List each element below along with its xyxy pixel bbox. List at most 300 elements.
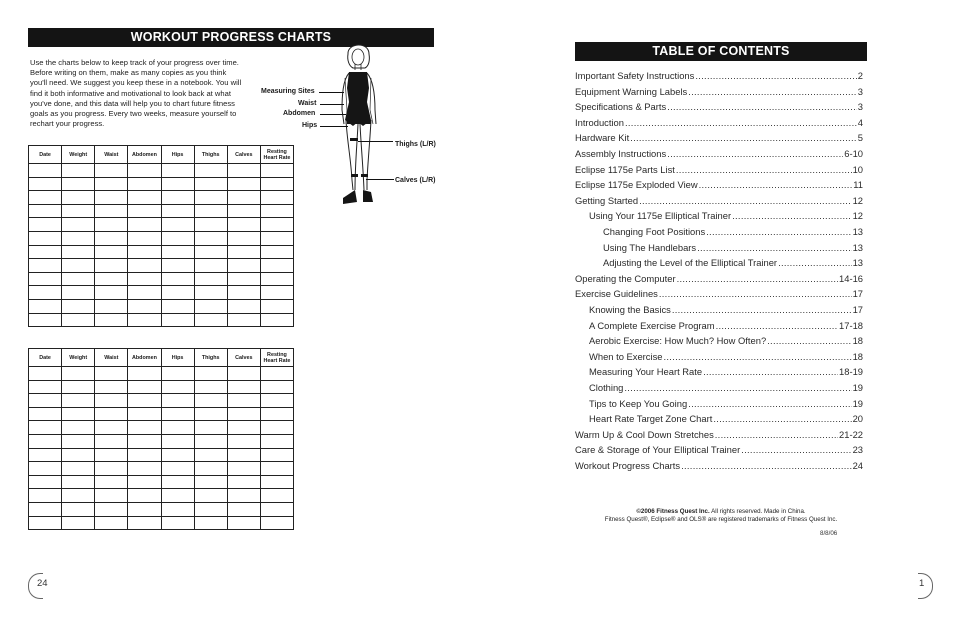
chart-cell[interactable] (227, 313, 260, 327)
toc-entry[interactable] (589, 320, 863, 331)
chart-cell[interactable] (128, 177, 161, 191)
chart-cell[interactable] (128, 489, 161, 503)
chart-cell[interactable] (128, 421, 161, 435)
chart-cell[interactable] (260, 380, 293, 394)
toc-entry-page: 14-16 (839, 272, 863, 284)
chart-cell[interactable] (29, 380, 62, 394)
chart-cell[interactable] (260, 299, 293, 313)
progress-chart-2 (28, 348, 294, 530)
chart-cell[interactable] (95, 448, 128, 462)
chart-cell[interactable] (95, 462, 128, 476)
chart-cell[interactable] (128, 313, 161, 327)
column-header: Calves (227, 349, 260, 367)
toc-leader-dots (697, 242, 851, 253)
thighs-leader (358, 141, 393, 142)
chart-cell[interactable] (260, 489, 293, 503)
chart-row (29, 448, 294, 462)
chart-cell[interactable] (29, 421, 62, 435)
chart-cell[interactable] (128, 475, 161, 489)
chart-cell[interactable] (227, 434, 260, 448)
chart-cell[interactable] (161, 231, 194, 245)
hips-leader (320, 126, 348, 127)
toc-entry-title: Using The Handlebars (603, 241, 697, 253)
chart-row (29, 218, 294, 232)
toc-leader-dots (630, 132, 857, 143)
chart-cell[interactable] (260, 204, 293, 218)
toc-entry-page: 24 (852, 460, 863, 471)
chart-cell[interactable] (194, 421, 227, 435)
chart-cell[interactable] (227, 231, 260, 245)
chart-cell[interactable] (128, 434, 161, 448)
chart-cell[interactable] (29, 313, 62, 327)
column-header: Abdomen (128, 349, 161, 367)
chart-cell[interactable] (128, 245, 161, 259)
chart-cell[interactable] (128, 380, 161, 394)
chart-cell[interactable] (194, 489, 227, 503)
chart-cell[interactable] (95, 489, 128, 503)
toc-entry[interactable] (575, 70, 863, 81)
chart-cell[interactable] (62, 407, 95, 421)
chart-cell[interactable] (128, 286, 161, 300)
chart-cell[interactable] (227, 475, 260, 489)
workout-progress-charts-header: WORKOUT PROGRESS CHARTS (28, 28, 434, 47)
chart-row (29, 286, 294, 300)
toc-entry[interactable] (589, 335, 863, 346)
chart-cell[interactable] (62, 502, 95, 516)
chart-cell[interactable] (194, 448, 227, 462)
toc-entry[interactable] (575, 195, 863, 206)
toc-entry-page: 19 (852, 397, 863, 409)
chart-cell[interactable] (128, 218, 161, 232)
toc-entry-page: 18-19 (839, 366, 863, 378)
chart-cell[interactable] (161, 313, 194, 327)
chart-cell[interactable] (194, 286, 227, 300)
toc-entry[interactable] (575, 101, 863, 112)
chart-cell[interactable] (161, 177, 194, 191)
chart-cell[interactable] (95, 475, 128, 489)
column-header: Calves (227, 146, 260, 164)
toc-entry[interactable] (589, 351, 863, 362)
waist-label: Waist (298, 100, 317, 107)
chart-cell[interactable] (29, 299, 62, 313)
chart-cell[interactable] (260, 502, 293, 516)
chart-cell[interactable] (194, 367, 227, 381)
toc-entry[interactable] (575, 117, 863, 128)
chart-cell[interactable] (194, 259, 227, 273)
chart-cell[interactable] (227, 272, 260, 286)
toc-entry-title: Workout Progress Charts (575, 460, 681, 471)
chart-cell[interactable] (260, 259, 293, 273)
chart-cell[interactable] (260, 245, 293, 259)
toc-entry-title: Exercise Guidelines (575, 288, 658, 300)
chart-row (29, 272, 294, 286)
chart-cell[interactable] (128, 164, 161, 178)
chart-cell[interactable] (62, 380, 95, 394)
chart-cell[interactable] (62, 299, 95, 313)
toc-entry[interactable] (575, 86, 863, 97)
chart-cell[interactable] (194, 380, 227, 394)
chart-cell[interactable] (260, 177, 293, 191)
toc-entry-title: Using Your 1175e Elliptical Trainer (589, 210, 732, 222)
chart-cell[interactable] (62, 462, 95, 476)
toc-entry[interactable] (589, 366, 863, 377)
toc-entry[interactable] (575, 288, 863, 299)
chart-cell[interactable] (95, 272, 128, 286)
chart-cell[interactable] (161, 516, 194, 530)
toc-entry-page: 3 (857, 85, 863, 97)
chart-cell[interactable] (95, 516, 128, 530)
chart-row (29, 489, 294, 503)
chart-cell[interactable] (62, 516, 95, 530)
chart-cell[interactable] (260, 407, 293, 421)
chart-cell[interactable] (260, 272, 293, 286)
chart-cell[interactable] (62, 434, 95, 448)
chart-cell[interactable] (194, 231, 227, 245)
toc-entry[interactable] (603, 242, 863, 253)
chart-cell[interactable] (194, 177, 227, 191)
column-header: Weight (62, 146, 95, 164)
chart-cell[interactable] (128, 462, 161, 476)
chart-cell[interactable] (161, 367, 194, 381)
chart-cell[interactable] (161, 407, 194, 421)
chart-cell[interactable] (95, 218, 128, 232)
toc-leader-dots (778, 257, 852, 268)
chart-cell[interactable] (62, 394, 95, 408)
chart-cell[interactable] (260, 191, 293, 205)
toc-entry-title: Tips to Keep You Going (589, 397, 688, 409)
chart-cell[interactable] (128, 259, 161, 273)
toc-entry-title: Operating the Computer (575, 272, 676, 284)
chart-cell[interactable] (62, 259, 95, 273)
chart-cell[interactable] (227, 245, 260, 259)
chart-cell[interactable] (161, 164, 194, 178)
chart-cell[interactable] (62, 272, 95, 286)
chart-cell[interactable] (227, 502, 260, 516)
chart-cell[interactable] (62, 475, 95, 489)
chart-cell[interactable] (95, 367, 128, 381)
toc-entry-title: Warm Up & Cool Down Stretches (575, 428, 714, 440)
chart-cell[interactable] (161, 259, 194, 273)
chart-cell[interactable] (29, 434, 62, 448)
chart-cell[interactable] (260, 475, 293, 489)
toc-entry-page: 19 (852, 382, 863, 393)
chart-cell[interactable] (29, 164, 62, 178)
chart-cell[interactable] (227, 299, 260, 313)
chart-row (29, 204, 294, 218)
chart-cell[interactable] (161, 299, 194, 313)
toc-entry[interactable] (575, 179, 863, 190)
table-of-contents-header: TABLE OF CONTENTS (575, 42, 867, 61)
chart-cell[interactable] (227, 421, 260, 435)
chart-cell[interactable] (62, 489, 95, 503)
chart-cell[interactable] (128, 502, 161, 516)
chart-cell[interactable] (227, 164, 260, 178)
chart-cell[interactable] (161, 245, 194, 259)
chart-cell[interactable] (227, 259, 260, 273)
toc-leader-dots (699, 179, 853, 190)
chart-cell[interactable] (29, 502, 62, 516)
chart-row (29, 231, 294, 245)
chart-cell[interactable] (194, 434, 227, 448)
chart-cell[interactable] (227, 367, 260, 381)
chart-cell[interactable] (227, 394, 260, 408)
chart-cell[interactable] (227, 177, 260, 191)
abdomen-label: Abdomen (283, 110, 316, 117)
chart-cell[interactable] (227, 448, 260, 462)
toc-entry-title: When to Exercise (589, 350, 663, 362)
chart-cell[interactable] (29, 516, 62, 530)
chart-cell[interactable] (194, 191, 227, 205)
chart-cell[interactable] (95, 502, 128, 516)
chart-cell[interactable] (62, 218, 95, 232)
chart-cell[interactable] (29, 367, 62, 381)
toc-leader-dots (703, 366, 838, 377)
chart-cell[interactable] (95, 313, 128, 327)
toc-entry[interactable] (575, 429, 863, 440)
chart-cell[interactable] (128, 191, 161, 205)
chart-cell[interactable] (95, 191, 128, 205)
chart-cell[interactable] (62, 286, 95, 300)
chart-cell[interactable] (95, 286, 128, 300)
chart-cell[interactable] (194, 272, 227, 286)
chart-cell[interactable] (62, 164, 95, 178)
toc-leader-dots (639, 195, 852, 206)
chart-cell[interactable] (194, 462, 227, 476)
chart-cell[interactable] (62, 231, 95, 245)
column-header: Hips (161, 146, 194, 164)
chart-cell[interactable] (95, 434, 128, 448)
chart-cell[interactable] (29, 475, 62, 489)
chart-cell[interactable] (260, 434, 293, 448)
chart-cell[interactable] (62, 177, 95, 191)
chart-cell[interactable] (95, 204, 128, 218)
toc-entry-title: Equipment Warning Labels (575, 85, 688, 97)
chart-cell[interactable] (161, 272, 194, 286)
chart-cell[interactable] (62, 245, 95, 259)
chart-cell[interactable] (29, 286, 62, 300)
chart-cell[interactable] (227, 380, 260, 394)
chart-header-row (29, 349, 294, 367)
abdomen-leader (320, 114, 346, 115)
chart-cell[interactable] (62, 448, 95, 462)
progress-chart-1 (28, 145, 294, 327)
chart-cell[interactable] (260, 394, 293, 408)
chart-cell[interactable] (260, 448, 293, 462)
chart-cell[interactable] (29, 204, 62, 218)
toc-entry[interactable] (575, 148, 863, 159)
chart-cell[interactable] (128, 367, 161, 381)
toc-entry-page: 13 (852, 226, 863, 237)
toc-entry-page: 4 (857, 116, 863, 128)
toc-entry-page: 17 (852, 288, 863, 300)
chart-cell[interactable] (227, 516, 260, 530)
print-date: 8/8/06 (820, 530, 838, 537)
chart-cell[interactable] (29, 218, 62, 232)
chart-cell[interactable] (161, 218, 194, 232)
toc-entry-title: Changing Foot Positions (603, 226, 706, 237)
chart-cell[interactable] (260, 462, 293, 476)
chart-cell[interactable] (128, 407, 161, 421)
toc-leader-dots (713, 413, 851, 424)
chart-cell[interactable] (128, 516, 161, 530)
chart-header-row (29, 146, 294, 164)
chart-cell[interactable] (161, 448, 194, 462)
chart-row (29, 177, 294, 191)
chart-cell[interactable] (128, 299, 161, 313)
chart-cell[interactable] (95, 421, 128, 435)
chart-cell[interactable] (227, 462, 260, 476)
toc-entry-page: 17-18 (839, 319, 863, 331)
chart-cell[interactable] (62, 191, 95, 205)
chart-cell[interactable] (260, 516, 293, 530)
chart-cell[interactable] (62, 313, 95, 327)
chart-cell[interactable] (161, 204, 194, 218)
chart-row (29, 434, 294, 448)
toc-entry[interactable] (589, 210, 863, 221)
chart-cell[interactable] (128, 231, 161, 245)
chart-cell[interactable] (128, 204, 161, 218)
toc-entry[interactable] (603, 226, 863, 237)
toc-entry-title: Clothing (589, 382, 624, 393)
toc-leader-dots (767, 335, 851, 346)
chart-cell[interactable] (95, 245, 128, 259)
chart-cell[interactable] (194, 245, 227, 259)
column-header: Resting Heart Rate (260, 146, 293, 164)
chart-cell[interactable] (194, 164, 227, 178)
toc-entry[interactable] (575, 444, 863, 455)
chart-cell[interactable] (227, 191, 260, 205)
toc-entry-page: 12 (852, 194, 863, 206)
chart-cell[interactable] (95, 299, 128, 313)
toc-leader-dots (688, 86, 857, 97)
chart-cell[interactable] (95, 259, 128, 273)
chart-row (29, 191, 294, 205)
chart-cell[interactable] (161, 502, 194, 516)
chart-cell[interactable] (29, 177, 62, 191)
copyright-rest: All rights reserved. Made in China. (709, 508, 806, 515)
chart-cell[interactable] (29, 394, 62, 408)
toc-entry[interactable] (589, 398, 863, 409)
chart-cell[interactable] (260, 286, 293, 300)
toc-leader-dots (676, 164, 852, 175)
toc-entry-title: Specifications & Parts (575, 101, 667, 113)
chart-cell[interactable] (194, 502, 227, 516)
chart-cell[interactable] (62, 367, 95, 381)
chart-cell[interactable] (161, 286, 194, 300)
chart-cell[interactable] (194, 299, 227, 313)
chart-cell[interactable] (62, 421, 95, 435)
column-header: Resting Heart Rate (260, 349, 293, 367)
hips-label: Hips (302, 122, 318, 129)
chart-cell[interactable] (161, 394, 194, 408)
chart-cell[interactable] (161, 475, 194, 489)
intro-paragraph: Use the charts below to keep track of your progress over time. Before writing on them, make as many copies as you think you'll need. We suggest you keep these in a notebook. You will find it both informative and motivational to look back at what you've done, and this data will help you to chart future fitness goals as you progress. Every two weeks, measure yourself to rechart your progress. (30, 58, 242, 129)
chart-row (29, 462, 294, 476)
chart-cell[interactable] (29, 245, 62, 259)
toc-entry[interactable] (589, 304, 863, 315)
chart-row (29, 313, 294, 327)
chart-cell[interactable] (227, 286, 260, 300)
column-header: Weight (62, 349, 95, 367)
toc-entry-page: 20 (852, 413, 863, 425)
chart-cell[interactable] (95, 164, 128, 178)
toc-entry[interactable] (589, 382, 863, 393)
toc-entry[interactable] (575, 273, 863, 284)
chart-cell[interactable] (62, 204, 95, 218)
chart-cell[interactable] (128, 394, 161, 408)
toc-entry-page: 12 (852, 210, 863, 222)
chart-cell[interactable] (161, 434, 194, 448)
chart-cell[interactable] (194, 475, 227, 489)
chart-cell[interactable] (260, 421, 293, 435)
chart-cell[interactable] (128, 272, 161, 286)
chart-cell[interactable] (194, 204, 227, 218)
chart-cell[interactable] (194, 313, 227, 327)
chart-cell[interactable] (161, 191, 194, 205)
chart-cell[interactable] (260, 231, 293, 245)
chart-cell[interactable] (29, 191, 62, 205)
chart-cell[interactable] (227, 218, 260, 232)
chart-cell[interactable] (194, 407, 227, 421)
toc-entry-page: 13 (852, 241, 863, 253)
chart-cell[interactable] (29, 407, 62, 421)
chart-cell[interactable] (95, 394, 128, 408)
chart-cell[interactable] (161, 421, 194, 435)
chart-cell[interactable] (161, 462, 194, 476)
chart-cell[interactable] (95, 177, 128, 191)
chart-row (29, 380, 294, 394)
chart-cell[interactable] (227, 204, 260, 218)
toc-leader-dots (688, 398, 851, 409)
chart-cell[interactable] (260, 218, 293, 232)
chart-cell[interactable] (29, 231, 62, 245)
chart-cell[interactable] (227, 489, 260, 503)
column-header: Date (29, 146, 62, 164)
column-header: Waist (95, 146, 128, 164)
chart-cell[interactable] (260, 164, 293, 178)
chart-cell[interactable] (95, 231, 128, 245)
chart-cell[interactable] (194, 394, 227, 408)
chart-cell[interactable] (29, 259, 62, 273)
chart-cell[interactable] (161, 380, 194, 394)
chart-cell[interactable] (95, 407, 128, 421)
toc-entry[interactable] (575, 132, 863, 143)
chart-cell[interactable] (194, 218, 227, 232)
toc-entry[interactable] (575, 164, 863, 175)
chart-cell[interactable] (95, 380, 128, 394)
chart-cell[interactable] (260, 367, 293, 381)
chart-cell[interactable] (194, 516, 227, 530)
chart-cell[interactable] (161, 489, 194, 503)
toc-entry-title: Hardware Kit (575, 132, 630, 144)
chart-cell[interactable] (29, 462, 62, 476)
left-page-number: 24 (37, 578, 48, 589)
calves-leader (366, 179, 394, 180)
chart-cell[interactable] (29, 272, 62, 286)
toc-entry[interactable] (603, 257, 863, 268)
toc-entry[interactable] (575, 460, 863, 471)
column-header: Abdomen (128, 146, 161, 164)
chart-cell[interactable] (260, 313, 293, 327)
chart-cell[interactable] (29, 489, 62, 503)
chart-cell[interactable] (29, 448, 62, 462)
chart-cell[interactable] (128, 448, 161, 462)
toc-entry[interactable] (589, 413, 863, 424)
toc-entry-title: Eclipse 1175e Parts List (575, 163, 675, 175)
chart-cell[interactable] (227, 407, 260, 421)
toc-entry-page: 3 (857, 101, 863, 113)
measuring-sites-leader (319, 92, 344, 93)
